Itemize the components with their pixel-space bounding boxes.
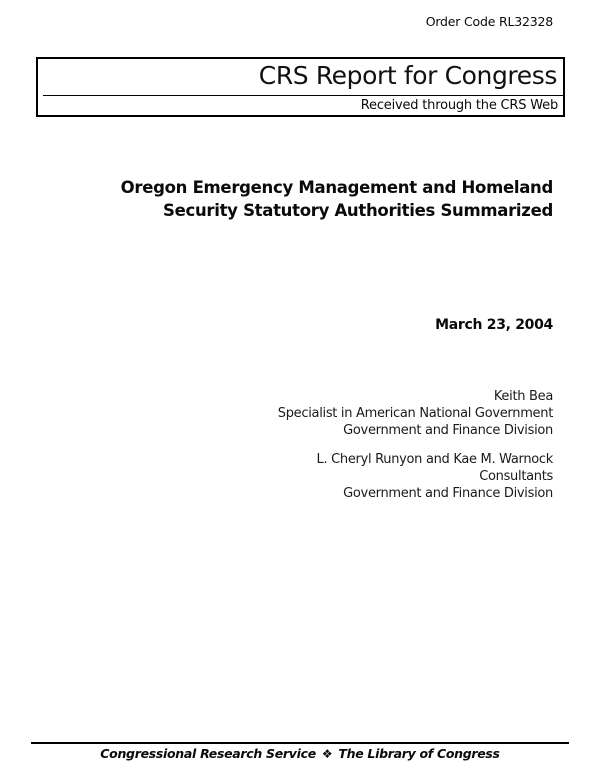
author-division: Government and Finance Division [343,486,553,501]
author-role: Consultants [479,469,553,484]
report-title-line-1: Oregon Emergency Management and Homeland [120,178,553,197]
author-block-primary [278,388,553,439]
author-division: Government and Finance Division [343,423,553,438]
footer-institution-text: The Library of Congress [338,746,500,761]
report-date: March 23, 2004 [435,317,553,333]
author-block-secondary [317,451,554,502]
author-name: Keith Bea [493,389,553,404]
author-role: Specialist in American National Government [277,406,553,421]
footer-divider [31,742,569,744]
footer-org-text: Congressional Research Service [100,746,316,761]
footer [31,746,569,761]
diamond-icon: ❖ [321,747,333,761]
crs-banner-subtitle: Received through the CRS Web [360,98,558,113]
banner-divider [43,95,563,96]
author-name: L. Cheryl Runyon and Kae M. Warnock [316,452,553,467]
crs-banner-box [36,57,565,117]
report-title-line-2: Security Statutory Authorities Summarized [162,201,553,220]
report-title [121,176,553,222]
order-code: Order Code RL32328 [425,14,553,29]
crs-banner-title: CRS Report for Congress [258,61,557,90]
